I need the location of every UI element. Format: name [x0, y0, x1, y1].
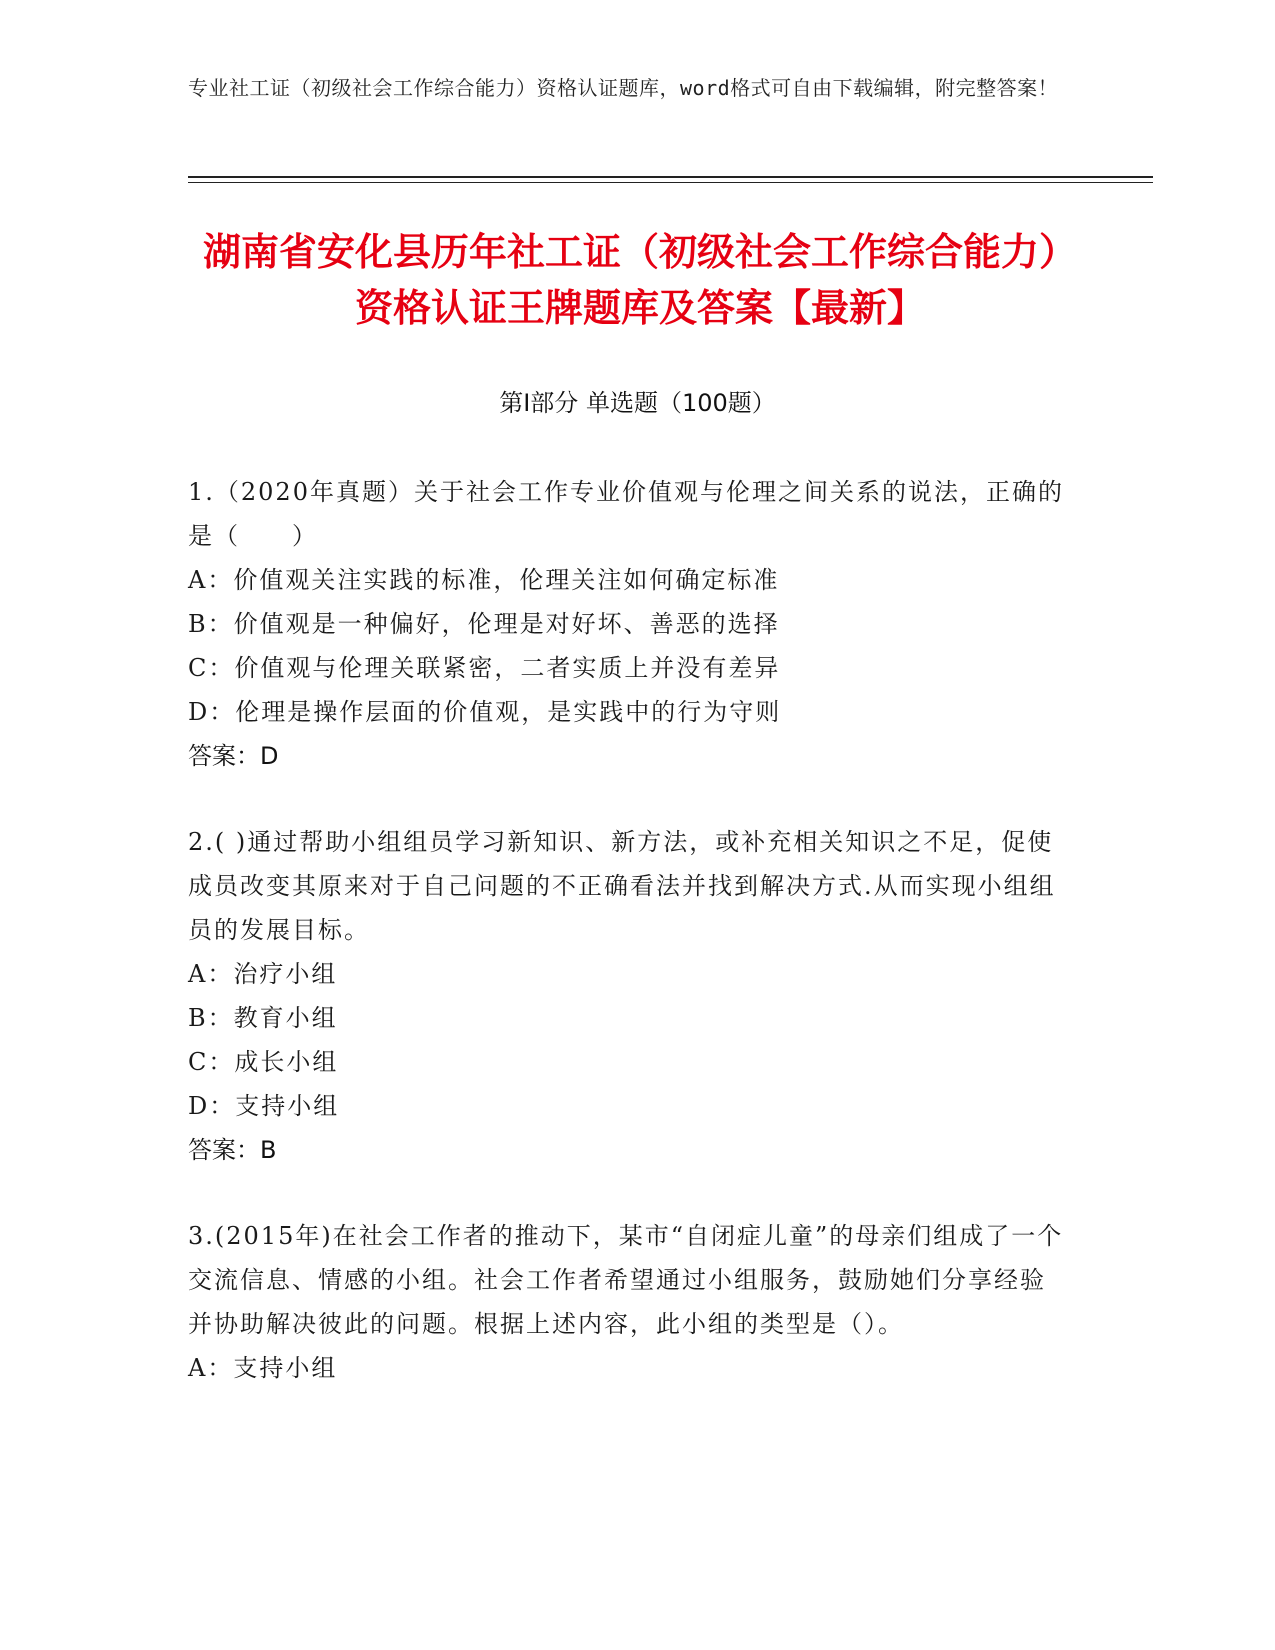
option-d: D：支持小组	[188, 1092, 340, 1120]
document-title: 湖南省安化县历年社工证（初级社会工作综合能力）资格认证王牌题库及答案【最新】	[202, 230, 1077, 330]
option-b: B：价值观是一种偏好，伦理是对好坏、善恶的选择	[188, 610, 780, 638]
question-1	[188, 470, 1068, 778]
question-2	[188, 820, 1068, 1172]
header-rule-thick	[188, 176, 1153, 178]
header-rule-thin	[188, 182, 1153, 183]
question-stem: 1.（2020年真题）关于社会工作专业价值观与伦理之间关系的说法，正确的是（ ）	[188, 478, 1064, 550]
option-b: B：教育小组	[188, 1004, 338, 1032]
option-d: D：伦理是操作层面的价值观，是实践中的行为守则	[188, 698, 782, 726]
option-a: A：支持小组	[188, 1354, 338, 1382]
header-note: 专业社工证（初级社会工作综合能力）资格认证题库，word格式可自由下载编辑，附完整答案！	[188, 76, 1059, 100]
option-a: A：价值观关注实践的标准，伦理关注如何确定标准	[188, 566, 780, 594]
option-c: C：成长小组	[188, 1048, 339, 1076]
answer-line: 答案：D	[188, 742, 279, 770]
option-c: C：价值观与伦理关联紧密，二者实质上并没有差异	[188, 654, 781, 682]
question-list	[188, 470, 1068, 1432]
question-3	[188, 1214, 1068, 1390]
answer-line: 答案：B	[188, 1136, 277, 1164]
question-stem: 3.(2015年)在社会工作者的推动下，某市“自闭症儿童”的母亲们组成了一个交流信息、情感的小组。社会工作者希望通过小组服务，鼓励她们分享经验并协助解决彼此的问题。根据上述内容，此小组的类型是（）。	[188, 1222, 1064, 1338]
option-a: A：治疗小组	[188, 960, 338, 988]
question-stem: 2.( )通过帮助小组组员学习新知识、新方法，或补充相关知识之不足，促使成员改变其原来对于自己问题的不正确看法并找到解决方式.从而实现小组组员的发展目标。	[188, 828, 1056, 944]
section-heading: 第Ⅰ部分 单选题（100题）	[499, 389, 776, 417]
